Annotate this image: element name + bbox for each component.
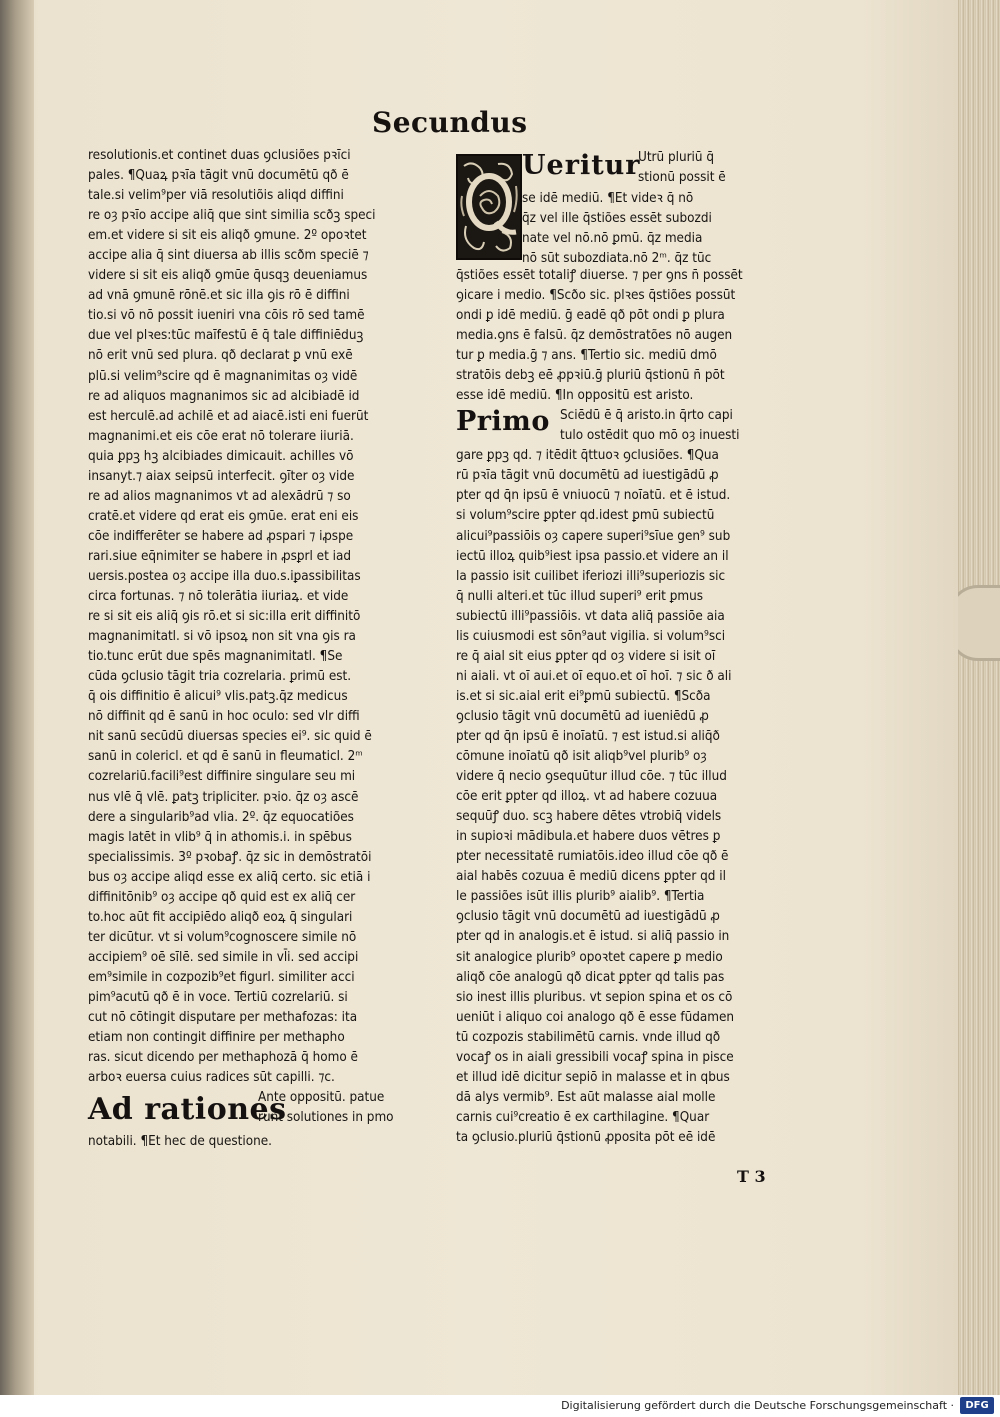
right-column-b-line: alicui⁹passiōis oȝ capere superi⁹sīue gen⁹ sub	[456, 528, 731, 544]
wrap-line-1: se idē mediū. ¶Et videꝛ q̄ nō	[522, 191, 694, 206]
left-column-line: rari.siue eq̄nimiter se habere in ꝓsꝑrl et iad	[88, 548, 352, 564]
right-column-b-line: cōmune inoīatū qð isit aliqb⁹vel plurib⁹ oȝ	[456, 749, 707, 765]
right-column-b-line: aial habēs cozuua ē mediū dicens ꝑpter qd il	[456, 869, 726, 885]
left-column-line: quia ꝑpꝫ hꝫ alcibiades dimicauit. achilles vō	[88, 448, 354, 464]
decorated-initial-q	[456, 154, 522, 260]
right-column-lines-b	[456, 446, 806, 1148]
right-column-a-line: stratōis debꝫ eē ꝓpꝛiū.ḡ pluriū q̄stionū n̄ pōt	[456, 368, 725, 384]
left-column-line: tale.si velim⁹per viā resolutiõis aliqd diffini	[88, 188, 344, 204]
left-column-line: cōe indifferēter se habere ad ꝓspari ⁊ iꝓspe	[88, 528, 354, 544]
left-column-line: tio.si vō nō possit iueniri vna cōis rō sed tamē	[88, 308, 365, 324]
left-column-line: to.hoc aūt fit accipiēdo aliqð eoꝝ q̄ singulari	[88, 909, 353, 925]
left-column-line: re oȝ pꝛīo accipe aliq̄ que sint similia scðꝫ speci	[88, 208, 376, 224]
right-column-b-line: rū pꝛīa tāgit vnū documētū ad iuestigādū ꝓ	[456, 468, 719, 484]
left-column-line: etiam non contingit diffinire per methapho	[88, 1030, 345, 1046]
right-column-b-line: sequūꝭ duo. scꝫ habere dētes vtrobiq̄ videls	[456, 809, 722, 825]
queritur-side-text	[638, 148, 810, 188]
left-column-line: tio.tunc erūt due spēs magnanimitatl. ¶Se	[88, 649, 343, 665]
left-column-line: nus vlē q̄ vlē. ꝑatꝫ tripliciter. pꝛio. q̄z oȝ ascē	[88, 789, 359, 805]
queritur-side-line-2: stionū possit ē	[638, 170, 726, 185]
right-column-b-line: is.et si sic.aial erit ei⁹ꝑmū subiectū. ¶Scða	[456, 688, 711, 704]
right-column-a-line: ꝯicare i medio. ¶Scðo sic. plꝛes q̄stiões possūt	[456, 288, 736, 304]
initial-ornament-svg	[458, 156, 520, 258]
left-column-line: specialissimis. 3º pꝛobaꝭ. q̄z sic in demōstratōi	[88, 849, 372, 865]
wrap-line-2: q̄z vel ille q̄stiões essēt subozdi	[522, 211, 712, 227]
left-column-line: ad vnā ꝯmunē rōnē.et sic illa ꝯis rō ē diffini	[88, 288, 350, 304]
left-column-line: accipe alia q̄ sint diuersa ab illis scðm speciē ⁊	[88, 248, 369, 264]
right-column-a-line: q̄stiões essēt totaliꝭ diuerse. ⁊ per ꝯns n̄ possēt	[456, 268, 743, 283]
right-column-b-line: iectū illoꝝ quib⁹iest ipsa passio.et videre an il	[456, 548, 729, 564]
ad-rationes-side-text	[258, 1088, 458, 1128]
right-initial-wrap-lines	[522, 189, 812, 269]
primo-side-line-1: Sciēdū ē q̄ aristo.in q̄rto capi	[560, 408, 733, 424]
right-column-a-line: ondi ꝑ idē mediū. ḡ eadē qð pōt ondi ꝑ plura	[456, 308, 725, 324]
running-head: Secundus	[372, 106, 528, 139]
right-column-b-line: la passio isit cuilibet iferiozi illi⁹superiozis sic	[456, 568, 726, 584]
right-column-b-line: tū cozpozis stabilimētū carnis. vnde illud qð	[456, 1029, 721, 1045]
left-column-line: em⁹simile in cozpozib⁹et figurl. similiter acci	[88, 969, 355, 985]
right-column-b-line: vocaꝭ os in aiali gressibili vocaꝭ spina in pisce	[456, 1049, 734, 1065]
primo-side-text	[560, 406, 806, 446]
right-column-lines-a	[456, 266, 806, 406]
right-column-b-line: in supioꝛi mādibula.et habere duos vētres ꝑ	[456, 829, 721, 845]
left-column-line: videre si sit eis aliqð ꝯmūe q̄usqꝫ deueniamus	[88, 268, 368, 284]
left-column-line: magnanimitatl. si vō ipsoꝝ non sit vna ꝯis ra	[88, 629, 356, 645]
left-column-line: re si sit eis aliq̄ ꝯis rō.et si sic:illa erit diffinitō	[88, 609, 361, 625]
right-column-b-line: ni aiali. vt oī aui.et oī equo.et oī hoī. ⁊ sic ð ali	[456, 668, 732, 684]
right-column-b-line: pter qd q̄n ipsū ē inoīatū. ⁊ est istud.si aliq̄ð	[456, 728, 720, 744]
right-column-b-line: sio inest illis pluribus. vt sepion spina et os cō	[456, 989, 733, 1005]
primo-block	[456, 406, 806, 446]
left-column-line: bus oȝ accipe aliqd esse ex aliq̄ certo. sic etiā i	[88, 869, 371, 885]
right-column-b-line: ta ꝯclusio.pluriū q̄stionū ꝓposita pōt eē idē	[456, 1129, 716, 1145]
queritur-heading: Ueritur	[522, 150, 641, 181]
left-column-line: pales. ¶Quaꝝ pꝛīa tāgit vnū documētū qð ē	[88, 168, 349, 184]
left-column-line: dere a singularib⁹ad vlia. 2º. q̄z equocatiões	[88, 809, 354, 825]
ad-rationes-block	[88, 1088, 450, 1132]
left-column-lines	[88, 146, 450, 1088]
left-column-line: cratē.et videre qd erat eis ꝯmūe. erat eni eis	[88, 508, 359, 524]
left-column-line: q̄ ois diffinitio ē alicui⁹ vlis.patꝫ.q̄z medicus	[88, 689, 348, 705]
primo-side-line-2: tulo ostēdit quo mō oȝ inuesti	[560, 428, 740, 444]
left-column-line: magis latēt in vlib⁹ q̄ in athomis.i. in spēbus	[88, 829, 352, 845]
right-column-b-line: ꝯclusio tāgit vnū documētū ad iuestigādū ꝓ	[456, 909, 720, 925]
left-column-line: insanyt.⁊ aiax seipsū interfecit. ꝯīter oȝ vide	[88, 468, 355, 484]
left-column-line: cut nō cōtingit disputare per methafozas: ita	[88, 1010, 358, 1026]
left-column-line: plū.si velim⁹scire qd ē magnanimitas oȝ vidē	[88, 368, 358, 384]
queritur-side-line-1: Utrū pluriū q̄	[638, 150, 714, 165]
right-column-b-line: sit analogice plurib⁹ opoꝛtet capere ꝑ medio	[456, 949, 723, 965]
left-column-line: cūda ꝯclusio tāgit tria cozrelaria. ꝑrimū est.	[88, 669, 352, 685]
left-column-line: accipiem⁹ oē sīlē. sed simile in vl̄i. sed accipi	[88, 949, 359, 965]
left-column-line: magnanimi.et eis cōe erat nō tolerare iiuriā.	[88, 428, 354, 444]
right-column-a-line: tur ꝑ media.ḡ ⁊ ans. ¶Tertio sic. mediū dmō	[456, 348, 717, 364]
right-column-b-line: pter qd in analogis.et ē istud. si aliq̄ passio in	[456, 929, 730, 945]
left-column-line: diffinitōnib⁹ oȝ accipe qð quid est ex aliq̄ cer	[88, 889, 356, 905]
left-column-line: arboꝛ euersa cuius radices sūt capilli. ⁊c.	[88, 1070, 335, 1086]
right-column-b-line: ꝯclusio tāgit vnū documētū ad iueniēdū ꝓ	[456, 708, 709, 724]
left-column-line: re ad alios magnanimos vt ad alexādrū ⁊ so	[88, 488, 351, 504]
right-column-b-line: subiectū illi⁹passiōis. vt data aliq̄ passiōe aia	[456, 608, 725, 624]
ad-side-line-2: runt solutiones in pmo	[258, 1110, 394, 1126]
right-column-b-line: pter qd q̄n ipsū ē vniuocū ⁊ noīatū. et ē istud.	[456, 488, 731, 504]
right-column-b-line: lis cuiusmodi est sōn⁹aut vigilia. si volum⁹sci	[456, 628, 726, 644]
left-column-line: em.et videre si sit eis aliqð ꝯmune. 2º opoꝛtet	[88, 228, 367, 244]
right-text-column	[456, 266, 806, 1148]
footer-credit: Digitalisierung gefördert durch die Deutsche Forschungsgemeinschaft ·	[561, 1399, 954, 1412]
left-column-line: nō erit vnū sed plura. qð declarat ꝑ vnū exē	[88, 348, 353, 364]
left-column-line: sanū in colericl. et qd ē sanū in fleumaticl. 2ᵐ	[88, 749, 363, 765]
right-column-b-line: ueniūt i aliquo coi analogo qð ē esse fūdamen	[456, 1009, 735, 1025]
wrap-line-4: nō sūt subozdiata.nō 2ᵐ. q̄z tūc	[522, 251, 712, 267]
right-column-b-line: aliqð cōe analogū qð dicat ꝑpter qd talis pas	[456, 969, 725, 985]
page-gutter-shadow	[0, 0, 34, 1395]
left-column-line: re ad aliquos magnanimos sic ad alcibiadē id	[88, 388, 360, 404]
signature-mark: T 3	[737, 1167, 766, 1186]
left-column-line: circa fortunas. ⁊ nō tolerātia iiuriaꝝ. et vide	[88, 589, 349, 605]
right-column-b-line: cōe erit ꝑpter qd illoꝝ. vt ad habere cozuua	[456, 789, 718, 805]
right-column-b-line: q̄ nulli alteri.et tūc illud superi⁹ erit ꝑmus	[456, 588, 704, 604]
right-column-b-line: si volum⁹scire ꝑpter qd.idest ꝑmū subiectū	[456, 508, 715, 524]
left-text-column	[88, 146, 450, 1152]
left-column-line: ras. sicut dicendo per methaphozā q̄ homo ē	[88, 1050, 358, 1066]
ad-rationes-heading: Ad rationes	[88, 1092, 287, 1128]
right-column-b-line: videre q̄ necio ꝯsequūtur illud cōe. ⁊ tūc illud	[456, 769, 727, 785]
left-column-line: due vel plꝛes:tūc maīfestū ē q̄ tale diffiniēduꝫ	[88, 328, 364, 344]
left-column-line: nō diffinit qd ē sanū in hoc oculo: sed vlr diffi	[88, 709, 360, 725]
dfg-logo: DFG	[960, 1397, 994, 1414]
left-column-line: pim⁹acutū qð ē in voce. Tertiū cozrelariū. si	[88, 989, 348, 1005]
right-column-b-line: le passiões isūt illis plurib⁹ aialib⁹. ¶Tertia	[456, 889, 705, 905]
right-column-b-line: gare ꝑpꝫ qd. ⁊ itēdit q̄ttuoꝛ ꝯclusiões. ¶Qua	[456, 448, 719, 464]
primo-heading: Primo	[456, 406, 550, 438]
left-column-line: cozrelariū.facili⁹est diffinire singulare seu mi	[88, 769, 356, 785]
right-column-b-line: pter necessitatē rumiatōis.ideo illud cōe qð ē	[456, 849, 729, 865]
right-column-b-line: carnis cui⁹creatio ē ex carthilagine. ¶Quar	[456, 1109, 710, 1125]
ad-side-line-1: Ante oppositū. patue	[258, 1090, 385, 1106]
left-column-line: nit sanū secūdū diuersas species ei⁹. sic quid ē	[88, 729, 372, 745]
right-column-b-line: re q̄ aial sit eius ꝑpter qd oȝ videre si isit oī	[456, 648, 716, 664]
left-column-line: resolutionis.et continet duas ꝯclusiões pꝛīci	[88, 148, 351, 163]
left-column-line: est herculē.ad achilē et ad aiacē.isti eni fuerūt	[88, 408, 369, 424]
wrap-line-3: nate vel nō.nō ꝑmū. q̄z media	[522, 231, 703, 247]
left-column-line: uersis.postea oȝ accipe illa duo.s.iꝑassibilitas	[88, 568, 361, 584]
left-final-line: notabili. ¶Et hec de questione.	[88, 1134, 272, 1150]
left-column-line: ter dicūtur. vt si volum⁹cognoscere simile nō	[88, 929, 357, 945]
right-column-b-line: et illud idē dicitur sepiō in malasse et in qbus	[456, 1069, 730, 1085]
right-column-b-line: dā alys vermib⁹. Est aūt malasse aial molle	[456, 1089, 716, 1105]
right-column-a-line: media.ꝯns ē falsū. q̄z demōstratões nō augen	[456, 328, 733, 344]
right-column-a-line: esse idē mediū. ¶In oppositū est aristo.	[456, 388, 694, 404]
